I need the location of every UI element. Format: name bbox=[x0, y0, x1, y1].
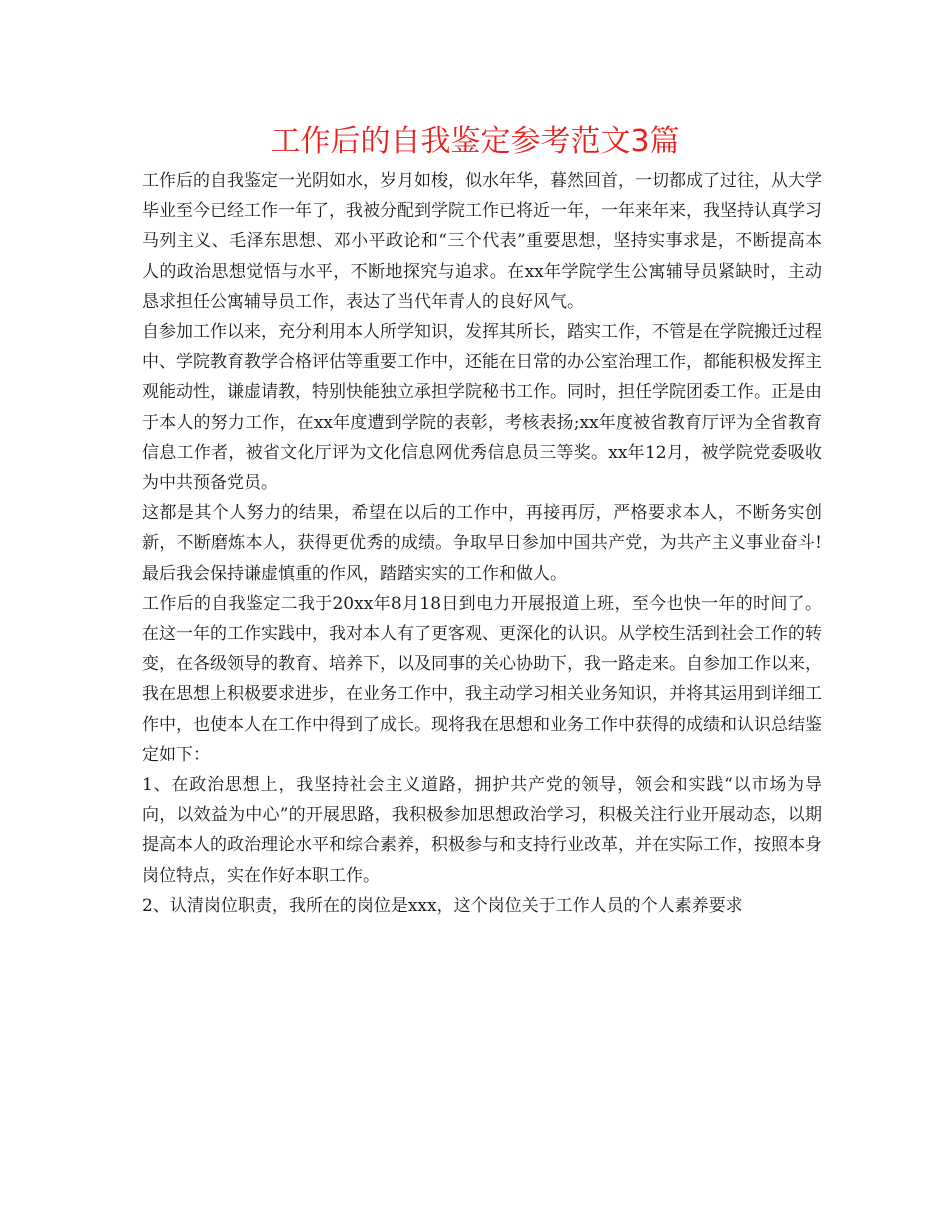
document-title: 工作后的自我鉴定参考范文3篇 bbox=[270, 124, 680, 159]
paragraph-2: 自参加工作以来，充分利用本人所学知识，发挥其所长，踏实工作，不管是在学院搬迁过程中、学院教育教学合格评估等重要工作中，还能在日常的办公室治理工作，都能积极发挥主观能动性，谦虚请教，特别快能独立承担学院秘书工作。同时，担任学院团委工作。正是由于本人的努力工作，在xx年度遭到学院的表彰，考核表扬;xx年度被省教育厅评为全省教育信息工作者，被省文化厅评为文化信息网优秀信息员三等奖。xx年12月，被学院党委吸收为中共预备党员。 bbox=[142, 322, 822, 494]
paragraph-3: 这都是其个人努力的结果，希望在以后的工作中，再接再厉，严格要求本人，不断务实创新，不断磨炼本人，获得更优秀的成绩。争取早日参加中国共产党，为共产主义事业奋斗!最后我会保持谦虚慎重的作风，踏踏实实的工作和做人。 bbox=[142, 503, 822, 584]
paragraph-5: 1、在政治思想上，我坚持社会主义道路，拥护共产党的领导，领会和实践“以市场为导向，以效益为中心”的开展思路，我积极参加思想政治学习，积极关注行业开展动态，以期提高本人的政治理论水平和综合素养，积极参与和支持行业改革，并在实际工作，按照本身岗位特点，实在作好本职工作。 bbox=[142, 775, 822, 886]
document-body bbox=[142, 166, 822, 921]
paragraph-4: 工作后的自我鉴定二我于20xx年8月18日到电力开展报道上班，至今也快一年的时间了。在这一年的工作实践中，我对本人有了更客观、更深化的认识。从学校生活到社会工作的转变，在各级领导的教育、培养下，以及同事的关心协助下，我一路走来。自参加工作以来，我在思想上积极要求进步，在业务工作中，我主动学习相关业务知识，并将其运用到详细工作中，也使本人在工作中得到了成长。现将我在思想和业务工作中获得的成绩和认识总结鉴定如下： bbox=[142, 593, 822, 765]
paragraph-6: 2、认清岗位职责，我所在的岗位是xxx，这个岗位关于工作人员的个人素养要求 bbox=[142, 895, 743, 916]
paragraph-1: 工作后的自我鉴定一光阴如水，岁月如梭，似水年华，暮然回首，一切都成了过往，从大学毕业至今已经工作一年了，我被分配到学院工作已将近一年，一年来年来，我坚持认真学习马列主义、毛泽东思想、邓小平政论和“三个代表”重要思想，坚持实事求是，不断提高本人的政治思想觉悟与水平，不断地探究与追求。在xx年学院学生公寓辅导员紧缺时，主动恳求担任公寓辅导员工作，表达了当代年青人的良好风气。 bbox=[142, 171, 822, 312]
